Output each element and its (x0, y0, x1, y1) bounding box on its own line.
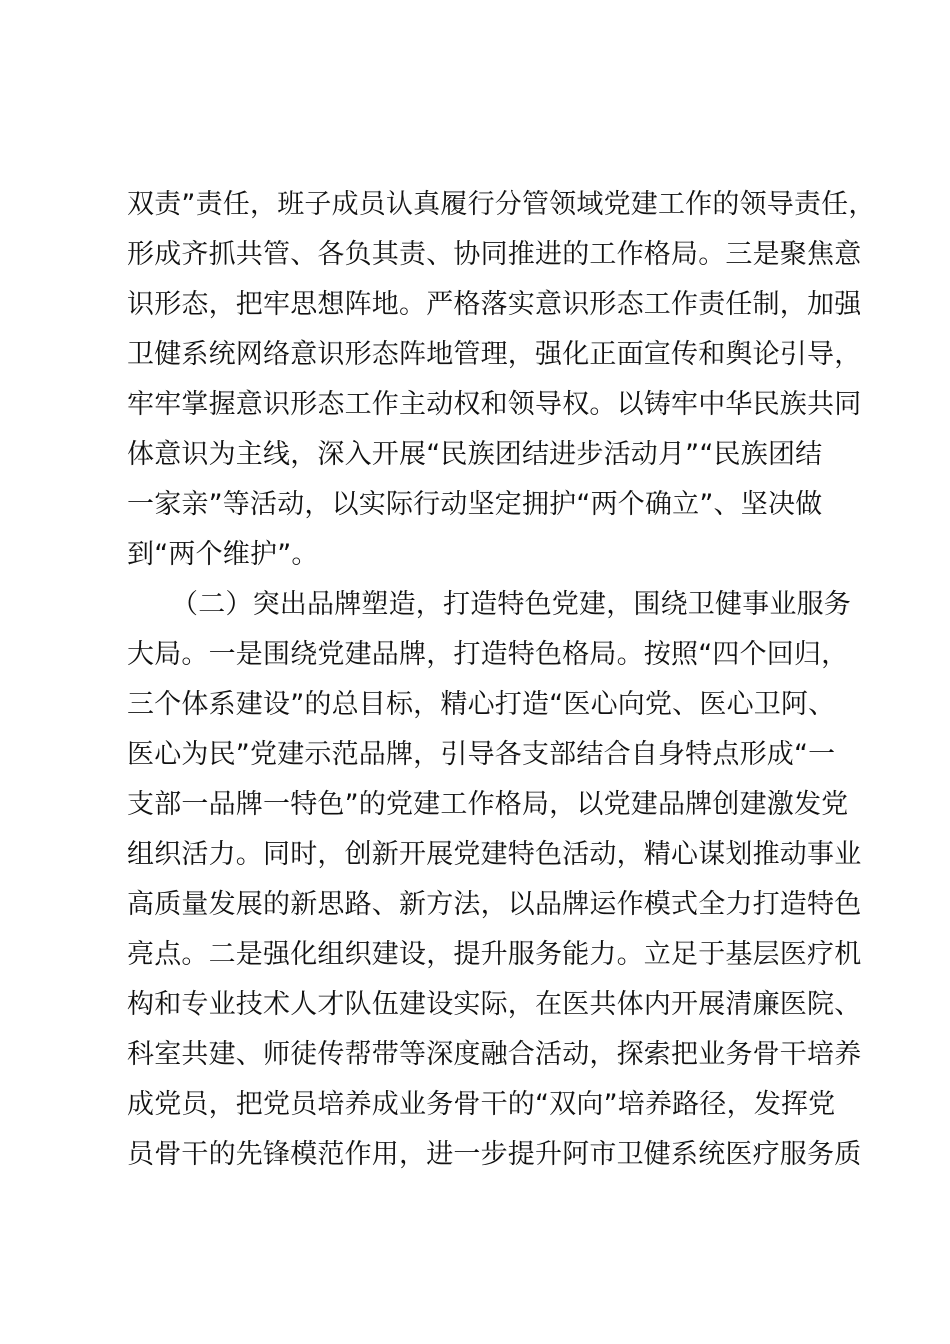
text-line: 大局。一是围绕党建品牌，打造特色格局。按照“四个回归， (127, 639, 849, 670)
text-line: 双责”责任，班子成员认真履行分管领域党建工作的领导责任， (127, 189, 876, 220)
text-line: 体意识为主线，深入开展“民族团结进步活动月”“民族团结 (127, 439, 823, 470)
text-line: 三个体系建设”的总目标，精心打造“医心向党、医心卫阿、 (127, 689, 836, 720)
text-line: 组织活力。同时，创新开展党建特色活动，精心谋划推动事业 (127, 839, 862, 870)
text-line: 构和专业技术人才队伍建设实际，在医共体内开展清廉医院、 (127, 989, 862, 1020)
text-line: 形成齐抓共管、各负其责、协同推进的工作格局。三是聚焦意 (127, 239, 862, 270)
section-heading-line: （二）突出品牌塑造，打造特色党建，围绕卫健事业服务 (171, 589, 851, 620)
text-line: 医心为民”党建示范品牌，引导各支部结合自身特点形成“一 (127, 739, 836, 770)
text-line: 成党员，把党员培养成业务骨干的“双向”培养路径，发挥党 (127, 1089, 836, 1120)
text-line: 亮点。二是强化组织建设，提升服务能力。立足于基层医疗机 (127, 939, 862, 970)
text-line: 到“两个维护”。 (127, 539, 319, 570)
text-line: 识形态，把牢思想阵地。严格落实意识形态工作责任制，加强 (127, 289, 862, 320)
body-text (127, 180, 876, 1180)
text-line: 卫健系统网络意识形态阵地管理，强化正面宣传和舆论引导， (127, 339, 862, 370)
text-line: 科室共建、师徒传帮带等深度融合活动，探索把业务骨干培养 (127, 1039, 862, 1070)
text-line: 一家亲”等活动，以实际行动坚定拥护“两个确立”、坚决做 (127, 489, 823, 520)
text-line: 高质量发展的新思路、新方法，以品牌运作模式全力打造特色 (127, 889, 862, 920)
text-line: 牢牢掌握意识形态工作主动权和领导权。以铸牢中华民族共同 (127, 389, 862, 420)
text-line: 支部一品牌一特色”的党建工作格局，以党建品牌创建激发党 (127, 789, 849, 820)
text-line: 员骨干的先锋模范作用，进一步提升阿市卫健系统医疗服务质 (127, 1139, 862, 1170)
